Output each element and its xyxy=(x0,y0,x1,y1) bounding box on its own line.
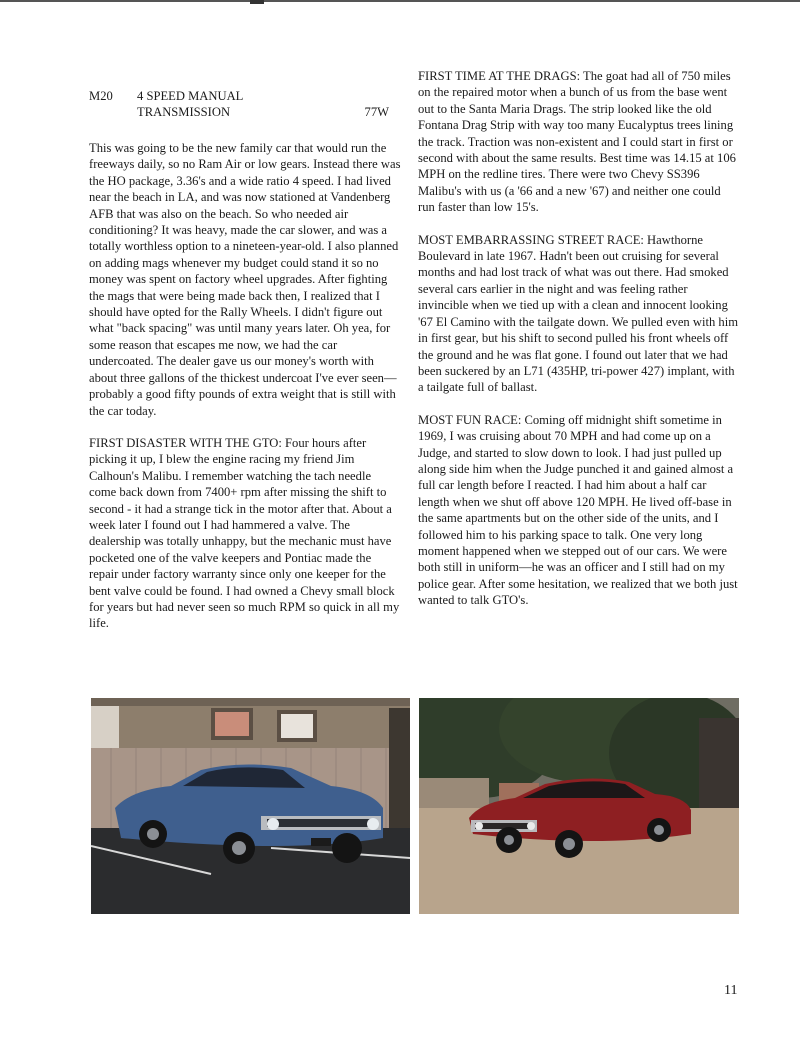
page-top-mark xyxy=(250,0,264,4)
page-number: 11 xyxy=(724,983,738,998)
option-code-secondary: 77W xyxy=(364,105,389,119)
paragraph-first-disaster: FIRST DISASTER WITH THE GTO: Four hours after picking it up, I blew the engine racing my friend Jim Calhoun's Malibu. I remember watching the tach needle come back down from 7400+ rpm after missing the shift to second - it had a strange tick in the motor after that. About a week later I found out I had hammered a valve. The dealership was totally unhappy, but the mechanic must have pocketed one of the valve keepers and Pontiac made the repair under factory warranty since only one keeper for the bent valve could be found. I had owned a Chevy small block for years but had never seen so much RPM so quick in all my life. xyxy=(89,435,400,631)
option-header xyxy=(89,88,401,122)
left-column xyxy=(89,88,401,648)
paragraph-fun-race: MOST FUN RACE: Coming off midnight shift sometime in 1969, I was cruising about 70 MPH and had come up on a Judge, and started to slow down to look. I had just pulled up along side him when the Judge punched it and gained almost a full car length before I reacted. I had him about a half car length when we shut off above 120 MPH. He lived off-base in the same apartments but on the other side of the units, and I followed him to his parking space to talk. One very long moment happened when we stepped out of our cars. We were both still in uniform—he was an officer and I still had on my police gear. After some hesitation, we realized that we both just wanted to talk GTO's. xyxy=(418,412,738,608)
paragraph-family-car: This was going to be the new family car that would run the freeways daily, so no Ram Air or low gears. Instead there was the HO package, 3.36's and a wide ratio 4 speed. I had lived near the beach in LA, and was now stationed at Vandenberg AFB that was also on the beach. So who needed air conditioning? It was heavy, made the car slower, and was a totally worthless option to a nineteen-year-old. I also planned on adding mags whenever my budget could stand it so no money was spent on factory wheel upgrades. After fighting the mags that were being made back then, I realized that I should have opted for the Rally Wheels. I didn't figure out what "back spacing" was until many years later. Oh yea, for some reason that escapes me now, we had the car undercoated. The dealer gave us our money's worth with about three gallons of the thickest undercoat I've ever seen—probably a good fifty pounds of extra weight that is still with the car today. xyxy=(89,141,401,418)
photo-blue-gto xyxy=(91,698,410,914)
paragraph-embarrassing-race: MOST EMBARRASSING STREET RACE: Hawthorne Boulevard in late 1967. Hadn't been out cruising for several months and had lost track of what was out there. Had smoked several cars earlier in the night and was feeling rather invincible when we tied up with a clean and innocent looking '67 El Camino with the tailgate down. We pulled even with him in first gear, but his shift to second pulled his front wheels off the ground and he was flat gone. I found out later that we had been suckered by an L71 (435HP, tri-power 427) implant, with a tailgate full of ballast. xyxy=(418,232,739,395)
option-code: M20 xyxy=(89,89,113,103)
paragraph-first-drags: FIRST TIME AT THE DRAGS: The goat had all of 750 miles on the repaired motor when a bunch of us from the base went out to the Santa Maria Drags. The strip looked like the old Fontana Drag Strip with way too many Eucalyptus trees lining the track. Traction was non-existent and I could start in first or second with about the same results. Best time was 14.15 at 106 MPH on the redline tires. There were two Chevy SS396 Malibu's with us (a '66 and a new '67) and neither one could run faster than low 15's. xyxy=(418,69,736,215)
option-title-line1: 4 SPEED MANUAL xyxy=(137,89,244,103)
photo-red-gto xyxy=(419,698,739,914)
option-title-line2: TRANSMISSION xyxy=(137,105,231,119)
page-top-rule xyxy=(0,0,800,2)
right-column xyxy=(418,68,738,625)
